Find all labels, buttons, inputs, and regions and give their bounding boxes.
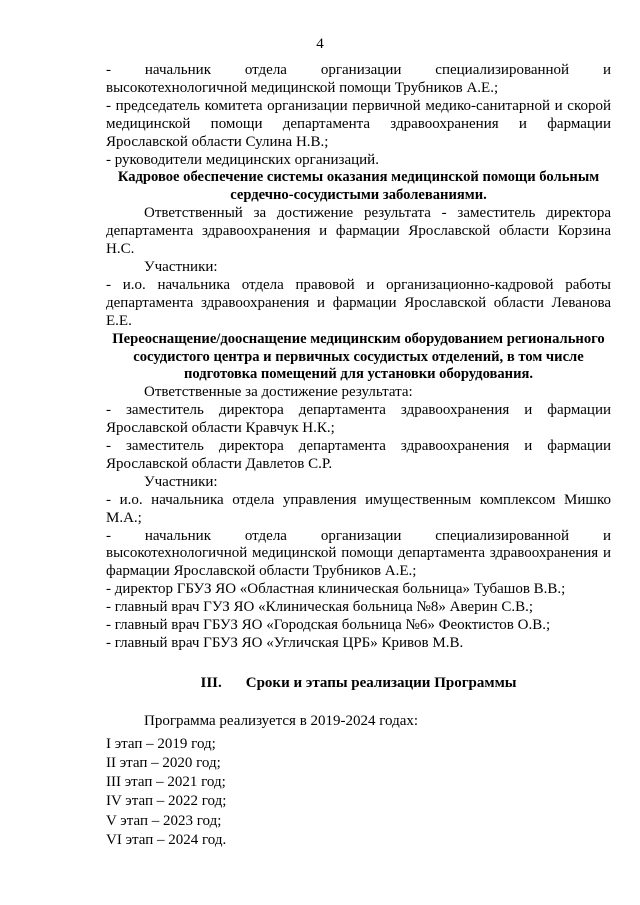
section-heading-staff: Кадровое обеспечение системы оказания медицинской помощи больным сердечно-сосудистыми заболеваниями.	[117, 169, 600, 204]
list-item: высокотехнологичной медицинской помощи Трубников А.Е.;	[106, 79, 499, 96]
stage-item: I этап – 2019 год;	[106, 735, 216, 752]
list-item: высокотехнологичной медицинской помощи департамента здравоохранения и фармации Ярославской области Трубников А.Е.;	[106, 545, 611, 580]
responsible-text: Ответственный за достижение результата - заместитель директора департамента здравоохранения и фармации Ярославской области Корзина Н.С.	[106, 205, 611, 258]
list-item: - начальник отдела организации специализированной и	[106, 527, 611, 544]
stage-item: II этап – 2020 год;	[106, 754, 221, 771]
list-item: - директор ГБУЗ ЯО «Областная клиническая больница» Тубашов В.В.;	[106, 581, 566, 598]
list-item: - и.о. начальника отдела правовой и организационно-кадровой работы департамента здравоохранения и фармации Ярославской области Леванова Е.Е.	[106, 276, 611, 329]
stage-item: V этап – 2023 год;	[106, 812, 222, 829]
participants-label: Участники:	[144, 258, 218, 275]
section-title-text: Сроки и этапы реализации Программы	[245, 674, 517, 691]
list-item: - главный врач ГБУЗ ЯО «Угличская ЦРБ» Кривов М.В.	[106, 635, 464, 651]
list-item: - заместитель директора департамента здравоохранения и фармации Ярославской области Кравчук Н.К.;	[106, 402, 611, 437]
section-number: III.	[200, 674, 222, 691]
list-item: - начальник отдела организации специализированной и	[106, 62, 611, 78]
stage-item: VI этап – 2024 год.	[106, 831, 227, 848]
stages-intro: Программа реализуется в 2019-2024 годах:	[144, 712, 419, 729]
list-item: - председатель комитета организации первичной медико-санитарной и скорой медицинской помощи департамента здравоохранения и фармации Ярославской области Сулина Н.В.;	[106, 97, 611, 150]
responsible-label: Ответственные за достижение результата:	[144, 384, 413, 401]
stage-item: III этап – 2021 год;	[106, 774, 226, 791]
list-item: - руководители медицинских организаций.	[106, 151, 379, 168]
list-item: - главный врач ГУЗ ЯО «Клиническая больница №8» Аверин С.В.;	[106, 599, 534, 616]
list-item: - главный врач ГБУЗ ЯО «Городская больница №6» Феоктистов О.В.;	[106, 617, 551, 634]
document-body	[106, 62, 611, 850]
section-heading-equipment: Переоснащение/дооснащение медицинским оборудованием регионального сосудистого центра и первичных сосудистых отделений, в том числе подготовка помещений для установки оборудования.	[112, 330, 605, 383]
list-item: - заместитель директора департамента здравоохранения и фармации Ярославской области Давлетов С.Р.	[106, 438, 611, 472]
page-number: 4	[316, 36, 324, 52]
participants-label: Участники:	[144, 473, 218, 490]
list-item: - и.о. начальника отдела управления имущественным комплексом Мишко М.А.;	[106, 491, 611, 526]
section-title-terms	[106, 675, 611, 693]
stages-block	[106, 713, 611, 850]
stage-item: IV этап – 2022 год;	[106, 793, 227, 810]
